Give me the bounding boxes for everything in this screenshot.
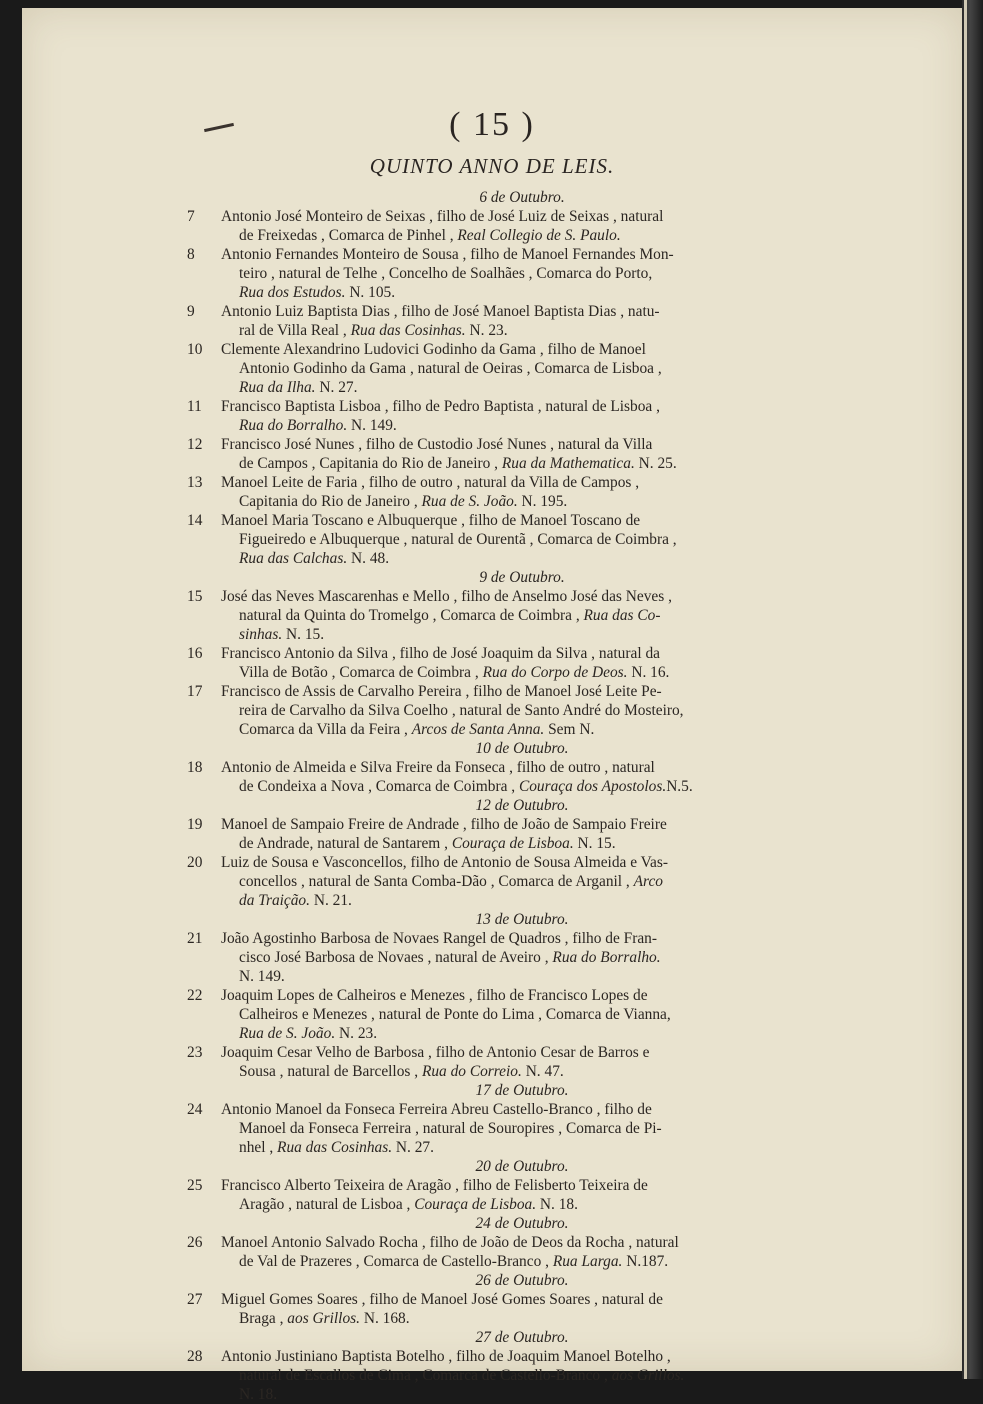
register-entry xyxy=(22,853,962,910)
entry-text: Antonio José Monteiro de Seixas , filho de José Luiz de Seixas , natural xyxy=(221,208,664,225)
book-binding-edge xyxy=(962,0,983,1379)
entry-line xyxy=(22,834,962,853)
entry-text: N. 18. xyxy=(239,1386,278,1403)
register-entry xyxy=(22,929,962,986)
entry-text: reira de Carvalho da Silva Coelho , natural de Santo André do Mosteiro, xyxy=(239,702,684,719)
entry-text: Antonio Godinho da Gama , natural de Oeiras , Comarca de Lisboa , xyxy=(239,360,662,377)
entry-line xyxy=(22,853,962,872)
entry-line xyxy=(22,511,962,530)
entry-text: ral de Villa Real , xyxy=(239,322,351,339)
entry-text: de Freixedas , Comarca de Pinhel , xyxy=(239,227,458,244)
date-heading: 20 de Outubro. xyxy=(475,1158,569,1175)
entry-line xyxy=(22,1252,962,1271)
entry-number: 16 xyxy=(187,645,203,662)
entry-line xyxy=(22,321,962,340)
entry-line xyxy=(22,587,962,606)
entry-line xyxy=(22,207,962,226)
entry-number: 19 xyxy=(187,816,203,833)
date-heading: 10 de Outubro. xyxy=(475,740,569,757)
house-number: N.5. xyxy=(666,778,693,795)
entry-line xyxy=(22,530,962,549)
entry-text: Joaquim Cesar Velho de Barbosa , filho de Antonio Cesar de Barros e xyxy=(221,1044,650,1061)
entry-text: de Campos , Capitania do Rio de Janeiro , xyxy=(239,455,502,472)
register-entry xyxy=(22,758,962,796)
entry-line xyxy=(22,416,962,435)
house-number: N. 23. xyxy=(465,322,508,339)
entry-text: Francisco Baptista Lisboa , filho de Pedro Baptista , natural de Lisboa , xyxy=(221,398,660,415)
entry-line xyxy=(22,378,962,397)
entry-line xyxy=(22,473,962,492)
page-number: ( 15 ) xyxy=(449,106,535,143)
entry-line xyxy=(22,720,962,739)
entry-line xyxy=(22,986,962,1005)
house-number: N. 23. xyxy=(335,1025,378,1042)
register-entry xyxy=(22,435,962,473)
entry-line xyxy=(22,682,962,701)
entry-text: Francisco José Nunes , filho de Custodio José Nunes , natural da Villa xyxy=(221,436,653,453)
entry-line xyxy=(22,397,962,416)
entry-line xyxy=(22,1005,962,1024)
street-address: aos Grillos. xyxy=(287,1310,360,1327)
entry-text: Francisco de Assis de Carvalho Pereira , filho de Manoel José Leite Pe- xyxy=(221,683,662,700)
entry-number: 8 xyxy=(187,246,195,263)
entry-text: Miguel Gomes Soares , filho de Manoel José Gomes Soares , natural de xyxy=(221,1291,663,1308)
street-address: Rua de S. João. xyxy=(239,1025,336,1042)
entry-line xyxy=(22,967,962,986)
house-number: Sem N. xyxy=(544,721,595,738)
street-address: Rua da Mathematica. xyxy=(501,455,635,472)
entry-number: 22 xyxy=(187,987,203,1004)
section-heading: QUINTO ANNO DE LEIS. xyxy=(369,154,615,178)
entry-number: 26 xyxy=(187,1234,203,1251)
entry-text: Clemente Alexandrino Ludovici Godinho da Gama , filho de Manoel xyxy=(221,341,646,358)
entry-number: 13 xyxy=(187,474,203,491)
entry-number: 7 xyxy=(187,208,195,225)
entry-number: 27 xyxy=(187,1291,203,1308)
entry-line xyxy=(22,245,962,264)
entry-line xyxy=(22,283,962,302)
entry-line xyxy=(22,1309,962,1328)
entry-line xyxy=(22,1347,962,1366)
register-entry xyxy=(22,682,962,739)
register-entry xyxy=(22,302,962,340)
entry-line xyxy=(22,758,962,777)
entry-text: Villa de Botão , Comarca de Coimbra , xyxy=(239,664,483,681)
entry-line xyxy=(22,264,962,283)
entry-line xyxy=(22,1119,962,1138)
street-address: Rua dos Estudos. xyxy=(239,284,346,301)
entry-text: Antonio Fernandes Monteiro de Sousa , filho de Manoel Fernandes Mon- xyxy=(221,246,674,263)
entry-line xyxy=(22,1366,962,1385)
entry-text: Luiz de Sousa e Vasconcellos, filho de Antonio de Sousa Almeida e Vas- xyxy=(221,854,668,871)
house-number: N. 149. xyxy=(347,417,397,434)
entry-text: nhel , xyxy=(239,1139,278,1156)
date-heading: 17 de Outubro. xyxy=(475,1082,569,1099)
house-number: N.187. xyxy=(622,1253,669,1270)
entry-number: 14 xyxy=(187,512,203,529)
house-number: N. 48. xyxy=(347,550,390,567)
entry-line xyxy=(22,302,962,321)
entry-text: natural de Escallos de Cima , Comarca de Castello-Branco , xyxy=(239,1367,612,1384)
register-entry xyxy=(22,1233,962,1271)
entry-number: 20 xyxy=(187,854,203,871)
entry-number: 28 xyxy=(187,1348,203,1365)
house-number: N. 25. xyxy=(634,455,677,472)
street-address: Rua das Calchas. xyxy=(239,550,348,567)
register-entry xyxy=(22,986,962,1043)
entry-number: 24 xyxy=(187,1101,203,1118)
entry-number: 10 xyxy=(187,341,203,358)
entry-text: Antonio Luiz Baptista Dias , filho de José Manoel Baptista Dias , natu- xyxy=(221,303,660,320)
entry-text: Francisco Alberto Teixeira de Aragão , filho de Felisberto Teixeira de xyxy=(221,1177,648,1194)
entry-line xyxy=(22,1233,962,1252)
register-entry xyxy=(22,587,962,644)
house-number: N. 27. xyxy=(392,1139,434,1156)
entry-text: Braga , xyxy=(239,1310,288,1327)
house-number: N. 47. xyxy=(521,1063,564,1080)
entry-line xyxy=(22,644,962,663)
entry-text: Manoel Leite de Faria , filho de outro , natural da Villa de Campos , xyxy=(221,474,640,491)
register-entry xyxy=(22,1100,962,1157)
entry-number: 18 xyxy=(187,759,203,776)
entry-text: de Val de Prazeres , Comarca de Castello-Branco , xyxy=(239,1253,553,1270)
register-entry xyxy=(22,1347,962,1404)
entry-number: 21 xyxy=(187,930,203,947)
entry-line xyxy=(22,549,962,568)
entry-line xyxy=(22,226,962,245)
house-number: N. 21. xyxy=(309,892,352,909)
date-heading: 24 de Outubro. xyxy=(475,1215,569,1232)
house-number: N. 168. xyxy=(360,1310,410,1327)
entry-text: teiro , natural de Telhe , Concelho de Soalhães , Comarca do Porto, xyxy=(239,265,653,282)
street-address: Rua Larga. xyxy=(552,1253,623,1270)
entry-number: 17 xyxy=(187,683,203,700)
entry-number: 15 xyxy=(187,588,203,605)
street-address: Arco xyxy=(633,873,663,890)
date-heading: 9 de Outubro. xyxy=(479,569,565,586)
entry-line xyxy=(22,1043,962,1062)
house-number: N. 105. xyxy=(345,284,396,301)
house-number: N. 27. xyxy=(315,379,358,396)
street-address: Rua das Cosinhas. xyxy=(350,322,466,339)
entry-text: Calheiros e Menezes , natural de Ponte do Lima , Comarca de Vianna, xyxy=(239,1006,671,1023)
street-address: sinhas. xyxy=(239,626,283,643)
register-entry xyxy=(22,511,962,568)
entry-number: 23 xyxy=(187,1044,203,1061)
entry-line xyxy=(22,1062,962,1081)
register-entry xyxy=(22,815,962,853)
register-entry xyxy=(22,473,962,511)
entry-text: Figueiredo e Albuquerque , natural de Ourentã , Comarca de Coimbra , xyxy=(239,531,677,548)
entry-text: N. 149. xyxy=(239,968,285,985)
entry-number: 11 xyxy=(187,398,202,415)
entry-text: Manoel da Fonseca Ferreira , natural de Souropires , Comarca de Pi- xyxy=(239,1120,662,1137)
entry-text: natural da Quinta do Tromelgo , Comarca de Coimbra , xyxy=(239,607,584,624)
entry-text: Aragão , natural de Lisboa , xyxy=(239,1196,415,1213)
date-heading: 13 de Outubro. xyxy=(475,911,569,928)
entry-number: 9 xyxy=(187,303,195,320)
register-entry xyxy=(22,207,962,245)
entry-line xyxy=(22,948,962,967)
entry-line xyxy=(22,359,962,378)
register-entry xyxy=(22,1176,962,1214)
street-address: Rua das Co- xyxy=(583,607,661,624)
entry-text: Joaquim Lopes de Calheiros e Menezes , filho de Francisco Lopes de xyxy=(221,987,648,1004)
street-address: Couraça dos Apostolos. xyxy=(518,778,667,795)
register-entry xyxy=(22,644,962,682)
house-number: N. 18. xyxy=(536,1196,578,1213)
entry-number: 25 xyxy=(187,1177,203,1194)
entry-line xyxy=(22,340,962,359)
street-address: Rua do Correio. xyxy=(421,1063,522,1080)
street-address: aos Grillos. xyxy=(611,1367,685,1384)
register-entry xyxy=(22,1043,962,1081)
register-entry xyxy=(22,1290,962,1328)
house-number: N. 15. xyxy=(573,835,616,852)
entry-line xyxy=(22,1176,962,1195)
entry-line xyxy=(22,492,962,511)
entry-text: João Agostinho Barbosa de Novaes Rangel de Quadros , filho de Fran- xyxy=(221,930,657,947)
entry-text: Comarca da Villa da Feira , xyxy=(239,721,412,738)
entry-line xyxy=(22,606,962,625)
entry-line xyxy=(22,454,962,473)
entry-number: 12 xyxy=(187,436,203,453)
street-address: Rua do Borralho. xyxy=(552,949,661,966)
street-address: Rua do Corpo de Deos. xyxy=(482,664,628,681)
entry-text: Capitania do Rio de Janeiro , xyxy=(239,493,422,510)
date-heading: 12 de Outubro. xyxy=(475,797,569,814)
date-heading: 26 de Outubro. xyxy=(475,1272,569,1289)
entry-line xyxy=(22,777,962,796)
entry-line xyxy=(22,435,962,454)
entry-line xyxy=(22,1195,962,1214)
register-entry xyxy=(22,397,962,435)
house-number: N. 15. xyxy=(282,626,325,643)
entry-text: Antonio Manoel da Fonseca Ferreira Abreu Castello-Branco , filho de xyxy=(221,1101,652,1118)
entry-line xyxy=(22,625,962,644)
entry-text: de Andrade, natural de Santarem , xyxy=(239,835,452,852)
street-address: Rua de S. João. xyxy=(421,493,518,510)
entry-line xyxy=(22,1024,962,1043)
street-address: Couraça de Lisboa. xyxy=(414,1196,537,1213)
entry-line xyxy=(22,872,962,891)
street-address: Rua do Borralho. xyxy=(239,417,348,434)
entry-text: Antonio de Almeida e Silva Freire da Fonseca , filho de outro , natural xyxy=(221,759,655,776)
entry-text: Francisco Antonio da Silva , filho de José Joaquim da Silva , natural da xyxy=(221,645,660,662)
entry-line xyxy=(22,663,962,682)
entry-text: Manoel Maria Toscano e Albuquerque , filho de Manoel Toscano de xyxy=(221,512,641,529)
street-address: Rua da Ilha. xyxy=(239,379,316,396)
house-number: N. 195. xyxy=(517,493,568,510)
entry-text: Manoel Antonio Salvado Rocha , filho de João de Deos da Rocha , natural xyxy=(221,1234,679,1251)
entry-text: José das Neves Mascarenhas e Mello , filho de Anselmo José das Neves , xyxy=(221,588,672,605)
entry-text: concellos , natural de Santa Comba-Dão , Comarca de Arganil , xyxy=(239,873,634,890)
entry-text: Manoel de Sampaio Freire de Andrade , filho de João de Sampaio Freire xyxy=(221,816,667,833)
entry-text: de Condeixa a Nova , Comarca de Coimbra , xyxy=(239,778,519,795)
register-entry xyxy=(22,245,962,302)
street-address: Couraça de Lisboa. xyxy=(451,835,574,852)
entry-text: cisco José Barbosa de Novaes , natural de Aveiro , xyxy=(239,949,553,966)
entry-line xyxy=(22,1385,962,1404)
street-address: Arcos de Santa Anna. xyxy=(411,721,545,738)
street-address: Real Collegio de S. Paulo. xyxy=(457,227,621,244)
house-number: N. 16. xyxy=(627,664,670,681)
entry-line xyxy=(22,1100,962,1119)
street-address: da Traição. xyxy=(239,892,310,909)
entry-line xyxy=(22,1290,962,1309)
book-page xyxy=(22,8,962,1403)
date-heading: 6 de Outubro. xyxy=(479,189,565,206)
entry-line xyxy=(22,1138,962,1157)
entry-line xyxy=(22,891,962,910)
entry-line xyxy=(22,929,962,948)
entry-line xyxy=(22,815,962,834)
street-address: Rua das Cosinhas. xyxy=(277,1139,393,1156)
entry-text: Antonio Justiniano Baptista Botelho , filho de Joaquim Manoel Botelho , xyxy=(221,1348,671,1365)
entry-text: Sousa , natural de Barcellos , xyxy=(239,1063,422,1080)
register-entries xyxy=(22,188,962,1404)
date-heading: 27 de Outubro. xyxy=(475,1329,569,1346)
register-entry xyxy=(22,340,962,397)
entry-line xyxy=(22,701,962,720)
